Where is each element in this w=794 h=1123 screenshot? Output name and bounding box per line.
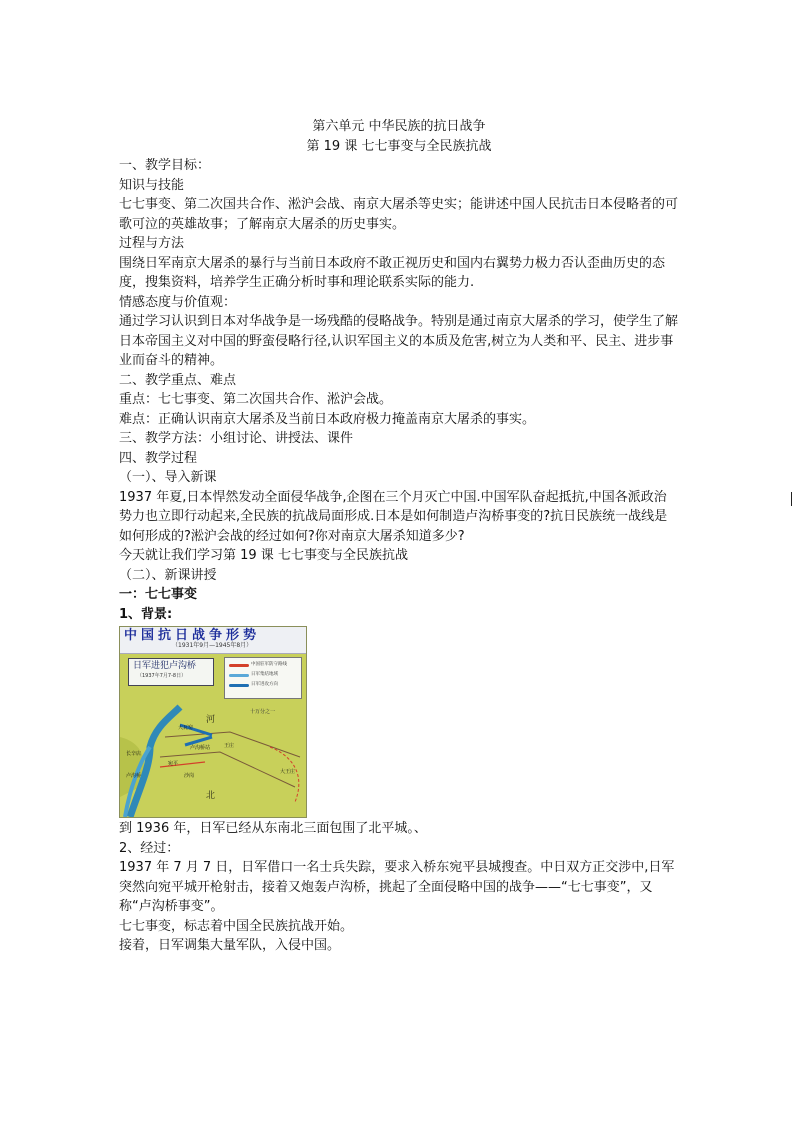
map-inset-title: 日军进犯卢沟桥 xyxy=(133,661,197,671)
intro-heading: （一）、导入新课 xyxy=(119,470,217,485)
key-points-heading: 二、教学重点、难点 xyxy=(119,372,237,388)
knowledge-heading: 知识与技能 xyxy=(119,177,185,193)
map-legend xyxy=(224,657,302,699)
new-lesson-heading: （二）、新课讲授 xyxy=(119,567,217,583)
text-cursor-marker xyxy=(791,492,792,506)
background-heading: 1、背景: xyxy=(119,606,173,622)
map-period: （1931年9月—1945年8月） xyxy=(172,642,253,649)
process-method-text: 围绕日军南京大屠杀的暴行与当前日本政府不敢正视历史和国内右翼势力极力否认歪曲历史的态度，搜集资料，培养学生正确分析时事和理论联系实际的能力. xyxy=(119,255,666,290)
next-text: 接着，日军调集大量军队，入侵中国。 xyxy=(119,938,341,953)
emotion-text: 通过学习认识到日本对华战争是一场残酷的侵略战争。特别是通过南京大屠杀的学习，使学生了解日本帝国主义对中国的野蛮侵略行径,认识军国主义的本质及危害,树立为人类和平、民主、进步事业而奋斗的精神。 xyxy=(119,314,679,368)
section-heading: 一：七七事变 xyxy=(119,587,198,602)
legend-defense-swatch xyxy=(229,664,249,667)
lesson-plan xyxy=(119,117,679,956)
emotion-heading: 情感态度与价值观： xyxy=(119,294,237,310)
map-place: 宛平 xyxy=(168,761,179,767)
lesson-title: 第 19 课 七七事变与全民族抗战 xyxy=(306,138,492,154)
map-inset-title-box xyxy=(128,658,214,686)
legend-attack-swatch xyxy=(229,684,249,687)
map-region-label: 北 xyxy=(206,791,216,801)
map-inset-date: （1937年7月7-8日） xyxy=(137,673,187,679)
map-place: 大瓦窑 xyxy=(178,725,194,731)
map-header xyxy=(120,627,306,654)
legend-item: 日军进攻方向 xyxy=(251,682,278,687)
map-place: 大王庄 xyxy=(280,769,296,775)
process-heading: 四、教学过程 xyxy=(119,450,198,466)
intro-tail: 今天就让我们学习第 19 课 七七事变与全民族抗战 xyxy=(119,548,408,563)
intro-text: 1937 年夏,日本悍然发动全面侵华战争,企图在三个月灭亡中国.中国军队奋起抵抗,中国各派政治势力也立即行动起来,全民族的抗战局面形成.日本是如何制造卢沟桥事变的?抗日民族统一战线是如何形成的?淞沪会战的经过如何?你对南京大屠杀知道多少? xyxy=(119,489,668,544)
focus-text: 重点：七七事变、第二次国共合作、淞沪会战。 xyxy=(119,392,393,407)
war-situation-map xyxy=(119,626,307,818)
map-region-label: 河 xyxy=(206,715,216,725)
map-place: 沙岗 xyxy=(184,773,195,779)
map-place: 长辛店 xyxy=(126,751,142,757)
knowledge-text: 七七事变、第二次国共合作、淞沪会战、南京大屠杀等史实；能讲述中国人民抗击日本侵略者的可歌可泣的英雄故事；了解南京大屠杀的历史事实。 xyxy=(119,197,679,232)
map-title: 中国抗日战争形势 xyxy=(124,628,261,643)
map-place: 王庄 xyxy=(224,743,235,749)
course-heading: 2、经过： xyxy=(119,840,180,856)
map-place: 卢沟桥站 xyxy=(190,745,211,751)
legend-item: 日军集结地域 xyxy=(251,672,278,677)
methods-text: 三、教学方法：小组讨论、讲授法、课件 xyxy=(119,431,354,446)
objectives-heading: 一、教学目标： xyxy=(119,158,211,173)
course-text: 1937 年 7 月 7 日，日军借口一名士兵失踪，要求入桥东宛平县城搜查。中日双方正交涉中,日军突然向宛平城开枪射击，接着又炮轰卢沟桥，挑起了全面侵略中国的战争——“七七事变”，又称“卢沟桥事变”。 xyxy=(119,860,675,914)
legend-item: 中国驻军防守路线 xyxy=(251,662,287,667)
map-place: 卢沟桥 xyxy=(126,773,142,779)
process-method-heading: 过程与方法 xyxy=(119,236,185,251)
map-scale: 十万分之一 xyxy=(250,709,276,715)
legend-assembly-swatch xyxy=(229,674,249,677)
unit-title: 第六单元 中华民族的抗日战争 xyxy=(312,119,486,134)
difficulty-text: 难点：正确认识南京大屠杀及当前日本政府极力掩盖南京大屠杀的事实。 xyxy=(119,411,536,427)
background-text: 到 1936 年，日军已经从东南北三面包围了北平城。、 xyxy=(119,821,427,836)
significance-text: 七七事变，标志着中国全民族抗战开始。 xyxy=(119,918,354,934)
